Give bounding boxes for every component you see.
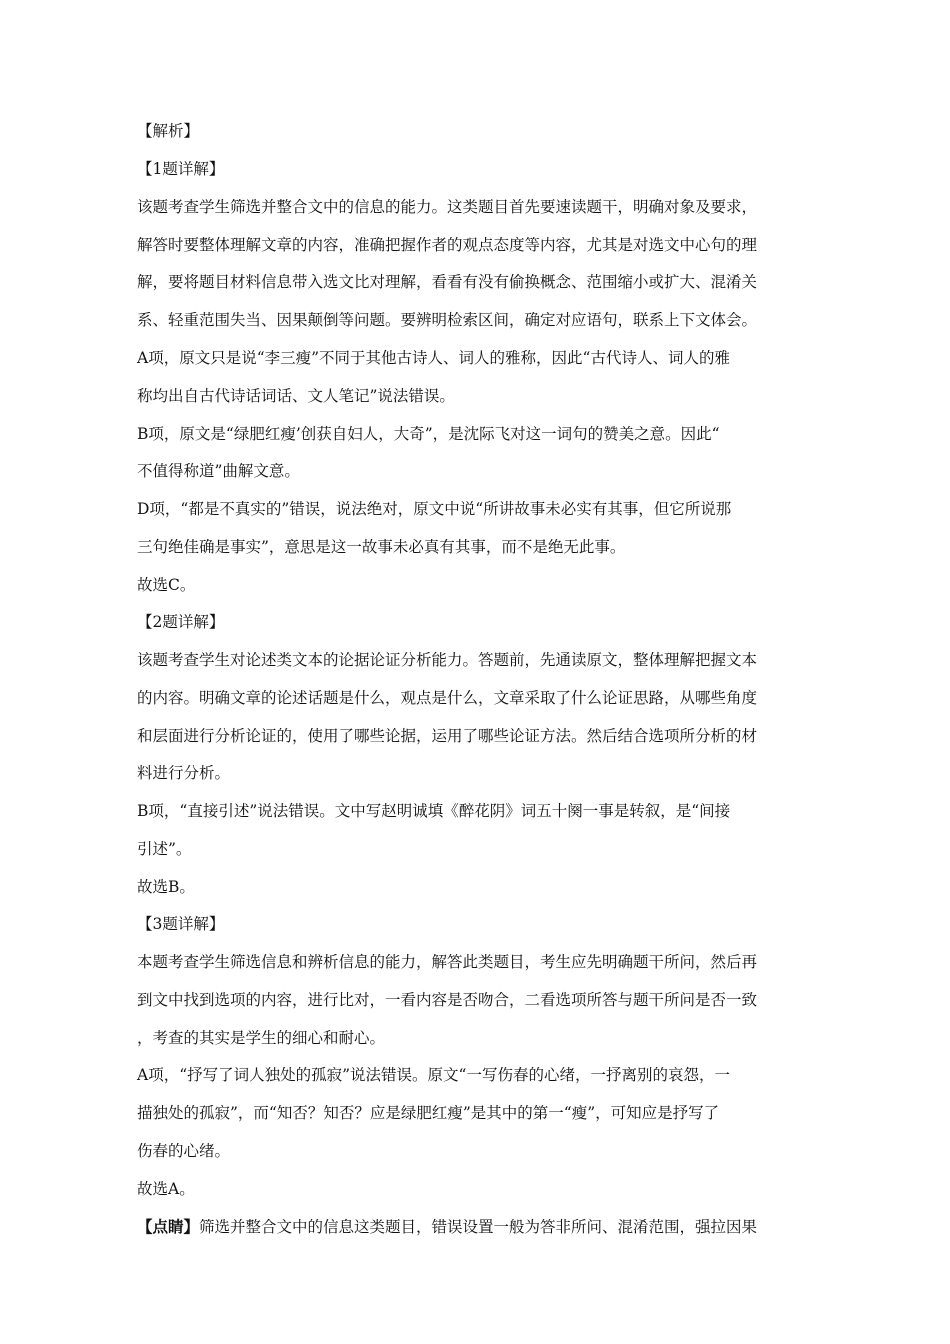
- text-line: 三句绝佳确是事实”，意思是这一故事未必真有其事，而不是绝无此事。: [137, 538, 626, 556]
- subheading-q3: 【3题详解】: [137, 915, 225, 933]
- text-line: 该题考查学生对论述类文本的论据论证分析能力。答题前，先通读原文，整体理解把握文本: [137, 651, 758, 669]
- text-line: 不值得称道”曲解文意。: [137, 462, 300, 480]
- text-line: B项，原文是“绿肥红瘦’创获自妇人，大奇”，是沈际飞对这一词句的赞美之意。因此“: [137, 425, 720, 443]
- text-line: B项，“直接引述”说法错误。文中写赵明诚填《醉花阴》词五十阕一事是转叙，是“间接: [137, 802, 731, 820]
- text-line: 到文中找到选项的内容，进行比对，一看内容是否吻合，二看选项所答与题干所问是否一致: [137, 991, 758, 1009]
- tip-heading: 【点睛】: [137, 1217, 200, 1236]
- tip-text: 筛选并整合文中的信息这类题目，错误设置一般为答非所问、混淆范围，强拉因果: [199, 1218, 758, 1236]
- text-line: 系、轻重范围失当、因果颠倒等问题。要辨明检索区间，确定对应语句，联系上下文体会。: [137, 311, 758, 329]
- subheading-q2: 【2题详解】: [137, 613, 225, 631]
- answer-q3: 故选A。: [137, 1180, 195, 1198]
- text-line: 解答时要整体理解文章的内容，准确把握作者的观点态度等内容，尤其是对选文中心句的理: [137, 236, 758, 254]
- text-line: 料进行分析。: [137, 764, 231, 782]
- answer-q1: 故选C。: [137, 576, 196, 594]
- text-line: 本题考查学生筛选信息和辨析信息的能力，解答此类题目，考生应先明确题干所问，然后再: [137, 953, 758, 971]
- text-line: 引述”。: [137, 840, 192, 858]
- subheading-q1: 【1题详解】: [137, 160, 225, 178]
- text-line: 伤春的心绪。: [137, 1142, 231, 1160]
- text-line: D项，“都是不真实的”错误，说法绝对，原文中说“所讲故事未必实有其事，但它所说那: [137, 500, 732, 518]
- text-line: 的内容。明确文章的论述话题是什么，观点是什么，文章采取了什么论证思路，从哪些角度: [137, 689, 758, 707]
- text-line: ，考查的其实是学生的细心和耐心。: [137, 1029, 386, 1047]
- text-line: A项，原文只是说“李三瘦”不同于其他古诗人、词人的雅称，因此“古代诗人、词人的雅: [137, 349, 730, 367]
- text-line: 解，要将题目材料信息带入选文比对理解，看看有没有偷换概念、范围缩小或扩大、混淆关: [137, 273, 758, 291]
- tip-line: [137, 1217, 817, 1237]
- section-heading-analysis: 【解析】: [137, 122, 200, 140]
- text-line: 描独处的孤寂”，而“知否？知否？应是绿肥红瘦”是其中的第一“瘦”，可知应是抒写了: [137, 1104, 720, 1122]
- text-line: 和层面进行分析论证的，使用了哪些论据，运用了哪些论证方法。然后结合选项所分析的材: [137, 727, 758, 745]
- text-line: 该题考查学生筛选并整合文中的信息的能力。这类题目首先要速读题干，明确对象及要求，: [137, 198, 758, 216]
- text-line: A项，“抒写了词人独处的孤寂”说法错误。原文“一写伤春的心绪，一抒离别的哀怨，一: [137, 1066, 730, 1084]
- text-line: 称均出自古代诗话词话、文人笔记”说法错误。: [137, 387, 455, 405]
- answer-q2: 故选B。: [137, 878, 195, 896]
